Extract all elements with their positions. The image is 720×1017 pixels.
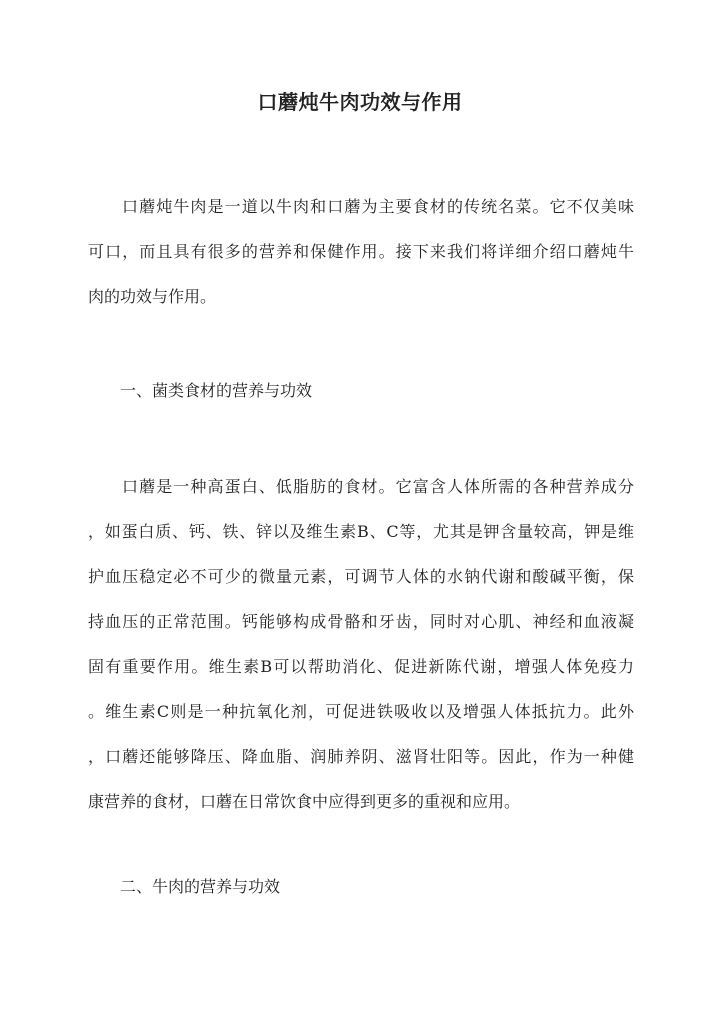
paragraph-line: ，如蛋白质、钙、铁、锌以及维生素B、C等，尤其是钾含量较高，钾是维 xyxy=(88,522,634,541)
paragraph-line: 肉的功效与作用。 xyxy=(88,287,217,306)
paragraph-line: ，口蘑还能够降压、降血脂、润肺养阴、滋肾壮阳等。因此，作为一种健 xyxy=(88,747,634,766)
section-heading-1: 一、菌类食材的营养与功效 xyxy=(120,381,313,400)
intro-paragraph xyxy=(88,184,634,319)
document-title: 口蘑炖牛肉功效与作用 xyxy=(257,90,463,114)
paragraph-line: 护血压稳定必不可少的微量元素，可调节人体的水钠代谢和酸碱平衡，保 xyxy=(88,567,634,586)
paragraph-line: 康营养的食材，口蘑在日常饮食中应得到更多的重视和应用。 xyxy=(88,792,521,811)
section-1-paragraph xyxy=(88,464,634,824)
section-heading-2: 二、牛肉的营养与功效 xyxy=(120,877,281,896)
paragraph-line: 持血压的正常范围。钙能够构成骨骼和牙齿，同时对心肌、神经和血液凝 xyxy=(88,612,634,631)
paragraph-line: 口蘑炖牛肉是一道以牛肉和口蘑为主要食材的传统名菜。它不仅美味 xyxy=(122,197,634,216)
paragraph-line: 可口，而且具有很多的营养和保健作用。接下来我们将详细介绍口蘑炖牛 xyxy=(88,242,634,261)
paragraph-line: 。维生素C则是一种抗氧化剂，可促进铁吸收以及增强人体抵抗力。此外 xyxy=(88,702,634,721)
paragraph-line: 固有重要作用。维生素B可以帮助消化、促进新陈代谢，增强人体免疫力 xyxy=(88,657,634,676)
paragraph-line: 口蘑是一种高蛋白、低脂肪的食材。它富含人体所需的各种营养成分 xyxy=(122,477,634,496)
